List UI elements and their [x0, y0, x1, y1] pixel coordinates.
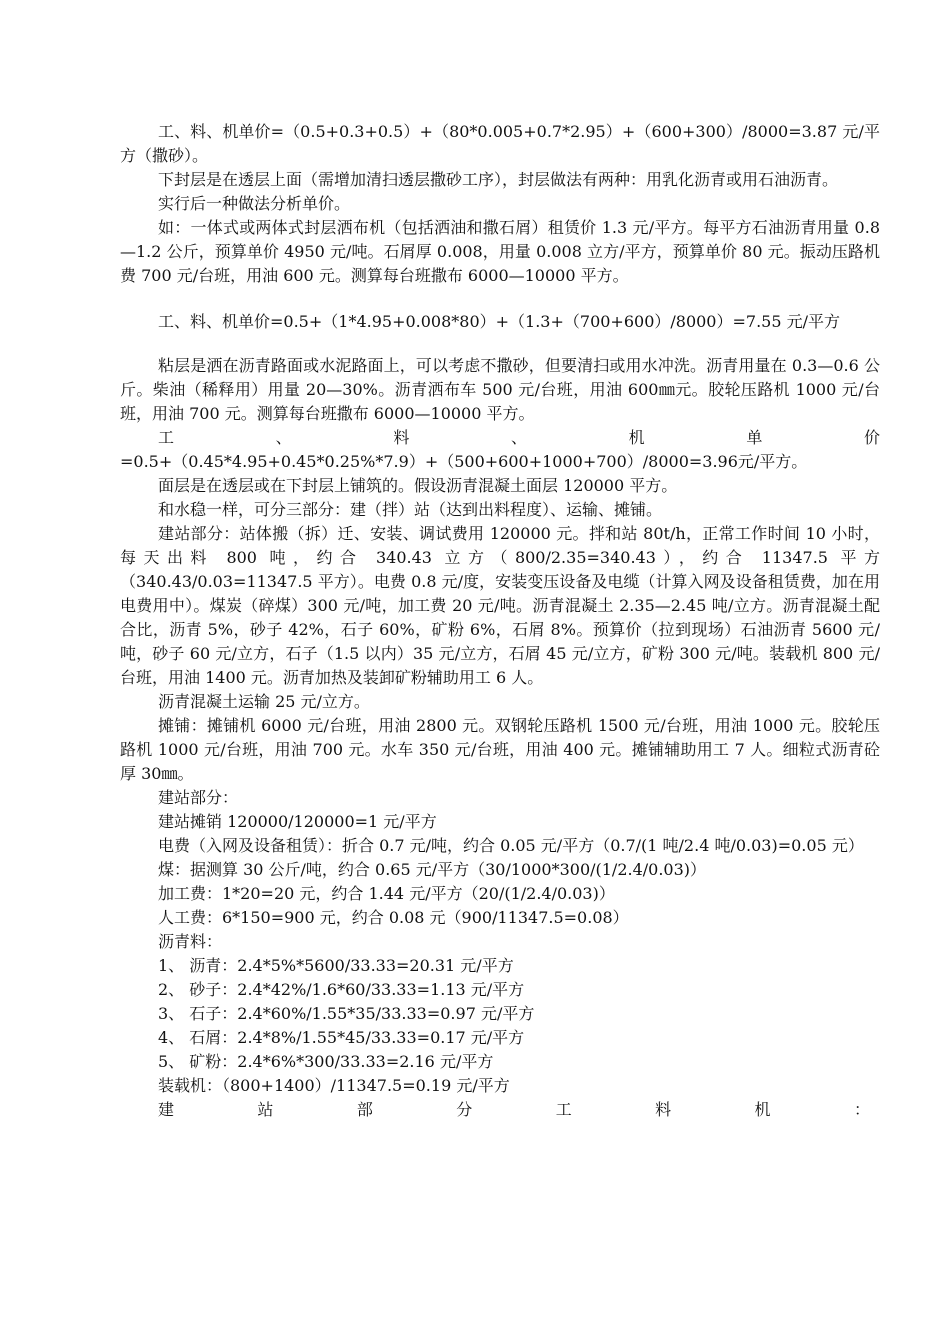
material-item: 2、 砂子：2.4*42%/1.6*60/33.33=1.13 元/平方: [158, 980, 525, 999]
heading-char: 料: [655, 1100, 672, 1119]
heading-char: 分: [456, 1100, 473, 1119]
calc-line: 人工费：6*150=900 元，约合 0.08 元（900/11347.5=0.08）: [158, 908, 629, 927]
paragraph: 沥青混凝土运输 25 元/立方。: [158, 692, 370, 711]
material-item: 1、 沥青：2.4*5%*5600/33.33=20.31 元/平方: [158, 956, 514, 975]
paragraph: 摊铺：摊铺机 6000 元/台班，用油 2800 元。双钢轮压路机 1500 元/台班，用油 1000 元。胶轮压路机 1000 元/台班，用油 700 元。水车 350 元/台班，用油 400 元。摊铺辅助用工 7 人。细粒式沥青砼厚 30㎜。: [120, 716, 880, 783]
heading-char: 机: [754, 1100, 771, 1119]
calc-line: 煤：据测算 30 公斤/吨，约合 0.65 元/平方（30/1000*300/(1/2.4/0.03)）: [158, 860, 707, 879]
calc-line: 加工费：1*20=20 元，约合 1.44 元/平方（20/(1/2.4/0.03)）: [158, 884, 615, 903]
paragraph: 和水稳一样，可分三部分：建（拌）站（达到出料程度）、运输、摊铺。: [158, 500, 663, 519]
calc-line: 建站摊销 120000/120000=1 元/平方: [158, 812, 437, 831]
material-item: 4、 石屑：2.4*8%/1.55*45/33.33=0.17 元/平方: [158, 1028, 525, 1047]
material-item: 3、 石子：2.4*60%/1.55*35/33.33=0.97 元/平方: [158, 1004, 535, 1023]
formula-line: 工、料、机单价=0.5+（0.45*4.95+0.45*0.25%*7.9）+（500+600+1000+700）/8000=3.96元/平方。: [120, 428, 880, 471]
formula-line: 工、料、机单价=0.5+（1*4.95+0.008*80）+（1.3+（700+600）/8000）=7.55 元/平方: [158, 312, 840, 331]
heading-char: 站: [257, 1100, 274, 1119]
calc-line: 装载机：（800+1400）/11347.5=0.19 元/平方: [158, 1076, 510, 1095]
heading-char: 建: [158, 1100, 175, 1119]
paragraph: 工、料、机单价=（0.5+0.3+0.5）+（80*0.005+0.7*2.95）+（600+300）/8000=3.87 元/平方（撒砂）。: [120, 122, 880, 165]
heading-char: 部: [356, 1100, 373, 1119]
blank-line: [120, 334, 880, 354]
paragraph: 粘层是洒在沥青路面或水泥路面上，可以考虑不撒砂，但要清扫或用水冲洗。沥青用量在 0.3—0.6 公斤。柴油（稀释用）用量 20—30%。沥青洒布车 500 元/台班，用油 600㎜元。胶轮压路机 1000 元/台班，用油 700 元。测算每台班撒布 6000—10000 平方。: [120, 356, 880, 423]
justified-heading-line: [120, 1098, 880, 1122]
section-heading: 沥青料：: [158, 932, 223, 951]
calc-line: 电费（入网及设备租赁）：折合 0.7 元/吨，约合 0.05 元/平方（0.7/(1 吨/2.4 吨/0.03)=0.05 元）: [158, 836, 864, 855]
paragraph: 面层是在透层或在下封层上铺筑的。假设沥青混凝土面层 120000 平方。: [158, 476, 678, 495]
paragraph: 建站部分：站体搬（拆）迁、安装、调试费用 120000 元。拌和站 80t/h，正常工作时间 10 小时，每天出料 800 吨，约合 340.43 立方（800/2.35=340.43），约合 11347.5 平方（340.43/0.03=11347.5 平方）。电费 0.8 元/度，安装变压设备及电缆（计算入网及设备租赁费，加在用电费用中）。煤炭（碎煤）300 元/吨，加工费 20 元/吨。沥青混凝土 2.35—2.45 吨/立方。沥青混凝土配合比，沥青 5%，砂子 42%，石子 60%，矿粉 6%，石屑 8%。预算价（拉到现场）石油沥青 5600 元/吨，砂子 60 元/立方，石子（1.5 以内）35 元/立方，石屑 45 元/立方，矿粉 300 元/吨。装载机 800 元/台班，用油 1400 元。沥青加热及装卸矿粉辅助用工 6 人。: [120, 524, 880, 687]
blank-line: [120, 288, 880, 310]
paragraph: 下封层是在透层上面（需增加清扫透层撒砂工序），封层做法有两种：用乳化沥青或用石油沥青。: [158, 170, 839, 189]
heading-char: 工: [555, 1100, 572, 1119]
document-body: [120, 120, 880, 1122]
heading-char: ：: [853, 1100, 870, 1119]
paragraph: 如：一体式或两体式封层洒布机（包括洒油和撒石屑）租赁价 1.3 元/平方。每平方石油沥青用量 0.8—1.2 公斤，预算单价 4950 元/吨。石屑厚 0.008，用量 0.008 立方/平方，预算单价 80 元。振动压路机费 700 元/台班，用油 600 元。测算每台班撒布 6000—10000 平方。: [120, 218, 880, 285]
section-heading: 建站部分：: [158, 788, 239, 807]
paragraph: 实行后一种做法分析单价。: [158, 194, 351, 213]
material-item: 5、 矿粉：2.4*6%*300/33.33=2.16 元/平方: [158, 1052, 494, 1071]
